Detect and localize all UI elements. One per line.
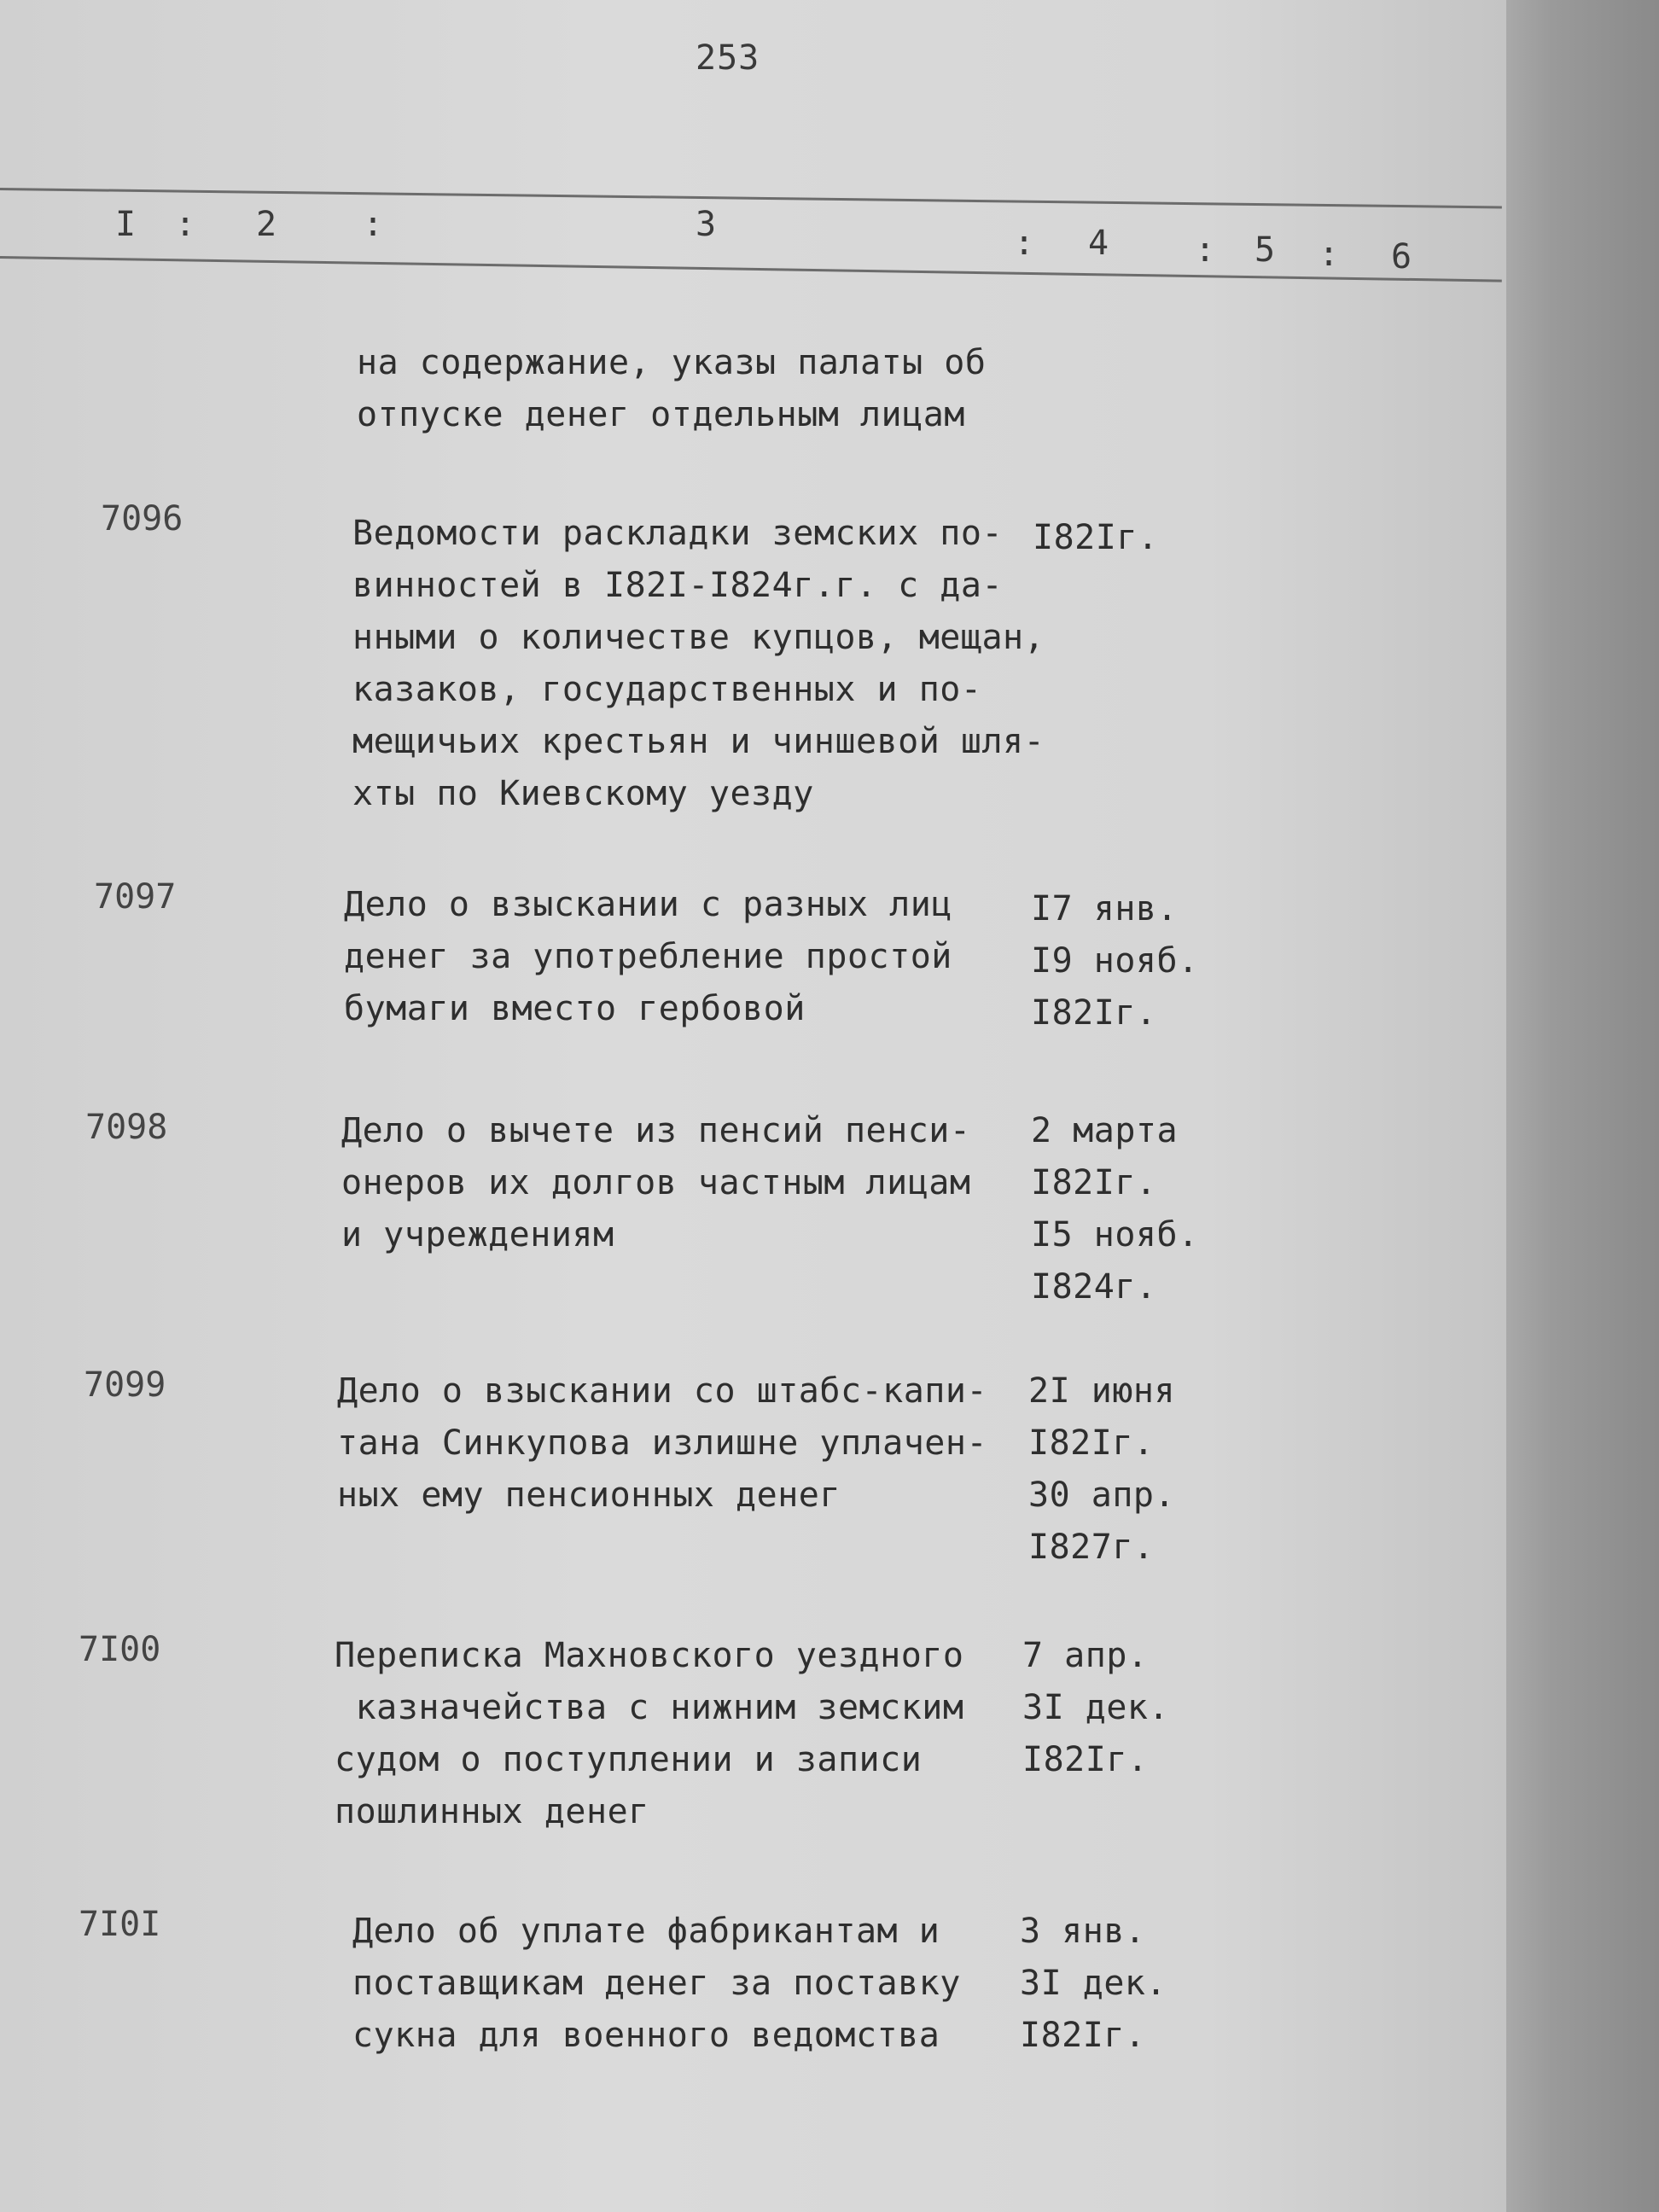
description-line: Дело о взыскании со штабс-капи- [337,1371,988,1411]
description-line: Дело о взыскании с разных лиц [344,885,952,924]
description-line: ных ему пенсионных денег [337,1476,841,1515]
description-line: бумаги вместо гербовой [344,989,806,1028]
column-header-6: 6 [1391,237,1412,276]
entry-number: 7096 [101,499,183,538]
description-line: винностей в I82I-I824г.г. с да- [352,566,1004,605]
date-line: 3I дек. [1022,1688,1170,1727]
description-line: отпуске денег отдельным лицам [357,395,965,434]
column-separator: : [1014,224,1035,263]
date-line: I82Iг. [1031,1163,1157,1202]
description-line: казаков, государственных и по- [352,670,982,709]
description-line: Переписка Махновского уездного [335,1636,964,1675]
date-line: I82Iг. [1028,1423,1155,1463]
description-line: нными о количестве купцов, мещан, [352,618,1045,657]
description-line: Ведомости раскладки земских по- [352,514,1004,553]
description-line: на содержание, указы палаты об [357,343,987,382]
column-separator: : [363,205,384,244]
description-line: хты по Киевскому уезду [352,774,814,813]
date-line: I9 нояб. [1031,941,1199,981]
description-line: мещичьих крестьян и чиншевой шля- [352,722,1045,761]
column-separator: : [1195,230,1216,270]
entry-dates [1028,1365,1175,1574]
description-line: онеров их долгов частным лицам [341,1163,971,1202]
date-line: 7 апр. [1022,1636,1149,1675]
entry-description [352,508,1045,820]
date-line: 3 янв. [1020,1912,1146,1951]
description-line: денег за употребление простой [344,937,952,976]
entry-dates [1020,1906,1167,2062]
description-line: Дело об уплате фабрикантам и [352,1912,940,1951]
date-line: I827г. [1028,1528,1155,1567]
entry-dates [1031,883,1199,1039]
entry-number: 7099 [84,1365,166,1405]
column-header-4: 4 [1088,224,1109,263]
entry-description [344,879,952,1035]
column-header-3: 3 [696,205,717,244]
description-line: и учреждениям [341,1215,614,1254]
description-line: тана Синкупова излишне уплачен- [337,1423,988,1463]
date-line: I82Iг. [1020,2016,1146,2055]
page-number: 253 [696,38,760,78]
column-separator: : [175,205,196,244]
continuation-text [357,337,986,441]
date-line: I5 нояб. [1031,1215,1199,1254]
column-header-1: I [115,205,137,244]
entry-dates [1033,512,1159,564]
entry-description [341,1105,970,1261]
date-line: I82Iг. [1022,1740,1149,1779]
date-line: 30 апр. [1028,1476,1176,1515]
date-line: I824г. [1031,1267,1157,1307]
description-line: поставщикам денег за поставку [352,1964,961,2003]
entry-number: 7I0I [79,1905,161,1944]
entry-description [337,1365,987,1522]
description-line: казначейства с нижним земским [335,1688,964,1727]
column-header-5: 5 [1254,230,1276,270]
description-line: Дело о вычете из пенсий пенси- [341,1111,971,1150]
description-line: судом о поступлении и записи [335,1740,923,1779]
entry-dates [1031,1105,1199,1313]
entry-number: 7097 [94,877,177,917]
page-edge-shadow [1506,0,1659,2212]
date-line: I82Iг. [1033,518,1159,557]
column-header-2: 2 [256,205,277,244]
entry-description [335,1630,963,1838]
entry-description [352,1906,961,2062]
date-line: I82Iг. [1031,993,1157,1033]
date-line: 2I июня [1028,1371,1176,1411]
entry-dates [1022,1630,1169,1786]
description-line: пошлинных денег [335,1792,649,1831]
date-line: 2 марта [1031,1111,1179,1150]
column-separator: : [1318,235,1340,274]
entry-number: 7098 [85,1108,168,1147]
entry-number: 7I00 [79,1630,161,1669]
description-line: сукна для военного ведомства [352,2016,940,2055]
date-line: 3I дек. [1020,1964,1167,2003]
date-line: I7 янв. [1031,889,1179,928]
